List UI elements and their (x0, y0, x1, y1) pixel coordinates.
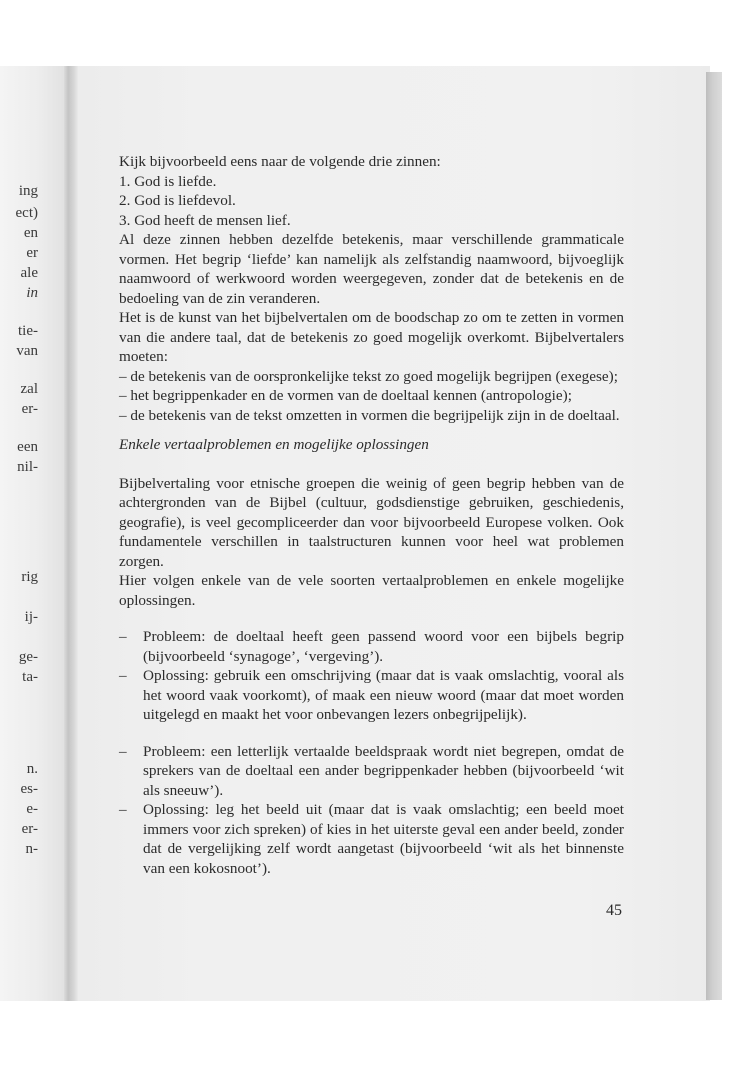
problem-group-1 (119, 627, 624, 725)
solution-item: – Oplossing: leg het beeld uit (maar dat is vaak omslachtig; een beeld moet immers voor zich spreken) of kies in het uiterste geval een ander beeld, zonder dat de vergelijking zelf wordt aangetast (bijvoorbeeld ‘wit als het binnenste van een kokosnoot’). (119, 800, 624, 878)
fragment: ect) (15, 205, 38, 221)
paragraph-art-of-translation: Het is de kunst van het bijbelvertalen om de boodschap zo om te zetten in vormen van die andere taal, dat de betekenis zo goed mogelijk overkomt. Bijbelvertalers moeten: (119, 309, 624, 365)
previous-page-text-fragments (0, 66, 64, 1001)
fragment: zal (20, 381, 38, 397)
problem-item: – Probleem: de doeltaal heeft geen passend woord voor een bijbels begrip (bijvoorbeeld ‘synagoge’, ‘vergeving’). (119, 627, 624, 666)
page-body (119, 152, 624, 878)
fragment: er (26, 245, 38, 261)
solution-item: – Oplossing: gebruik een omschrijving (maar dat is vaak omslachtig, vooral als het woord vaak voorkomt), of maak een nieuw woord (maar dat moet worden uitgelegd en maakt het voor onbevangen lezers onbegrijpelijk). (119, 666, 624, 725)
fragment: ta- (22, 669, 38, 685)
example-sentence-1: 1. God is liefde. (119, 172, 217, 190)
fragment: ge- (18, 649, 38, 665)
fragment: van (16, 343, 38, 359)
previous-page-edge (0, 66, 64, 1001)
problem-group-2 (119, 742, 624, 879)
fragment: ij- (24, 609, 38, 625)
fragment: n- (25, 841, 38, 857)
paragraph-same-meaning: Al deze zinnen hebben dezelfde betekenis, maar verschillende grammaticale vormen. Het begrip ‘liefde’ kan namelijk als zelfstandig naamwoord, bijvoeglijk naamwoord of werkwoord worden weergegeven, zonder dat de betekenis en de bedoeling van de zin veranderen. (119, 231, 624, 307)
example-sentence-3: 3. God heeft de mensen lief. (119, 211, 291, 229)
fragment: ing (18, 183, 38, 199)
fragment: e- (26, 801, 38, 817)
fragment: in (26, 285, 38, 301)
fragment: es- (20, 781, 38, 797)
example-sentence-2: 2. God is liefdevol. (119, 192, 236, 209)
page-edge-shadow (706, 72, 722, 1000)
fragment: ale (20, 265, 38, 281)
task-doeltaal: – de betekenis van de tekst omzetten in vormen die begrijpelijk zijn in de doeltaal. (119, 406, 620, 424)
task-antropologie: – het begrippenkader en de vormen van de doeltaal kennen (antropologie); (119, 387, 572, 404)
fragment: nil- (17, 459, 38, 475)
fragment: er- (21, 821, 38, 837)
paragraph-ethnic-groups: Bijbelvertaling voor etnische groepen die weinig of geen begrip hebben van de achtergronden van de Bijbel (cultuur, godsdienstige gebruiken, geschiedenis, geografie), is veel gecompliceerder dan voor bijvoorbeeld Europese volken. Ook fundamentele verschillen in taalstructuren kunnen voor heel wat problemen zorgen. (119, 474, 624, 570)
fragment: er- (21, 401, 38, 417)
task-exegese: – de betekenis van de oorspronkelijke tekst zo goed mogelijk begrijpen (exegese); (119, 367, 618, 385)
book-spine-shadow (64, 66, 78, 1001)
intro-line: Kijk bijvoorbeeld eens naar de volgende drie zinnen: (119, 153, 441, 170)
fragment: n. (26, 761, 38, 777)
fragment: een (17, 439, 38, 455)
problem-item: – Probleem: een letterlijk vertaalde beeldspraak wordt niet begrepen, omdat de sprekers van de doeltaal een ander begrippenkader hebben (bijvoorbeeld ‘wit als sneeuw’). (119, 742, 624, 801)
page-number: 45 (606, 902, 622, 919)
section-heading: Enkele vertaalproblemen en mogelijke oplossingen (119, 436, 429, 453)
fragment: rig (21, 569, 38, 585)
fragment: en (23, 225, 38, 241)
fragment: tie- (18, 323, 38, 339)
paragraph-follow: Hier volgen enkele van de vele soorten vertaalproblemen en enkele mogelijke oplossingen. (119, 572, 624, 609)
